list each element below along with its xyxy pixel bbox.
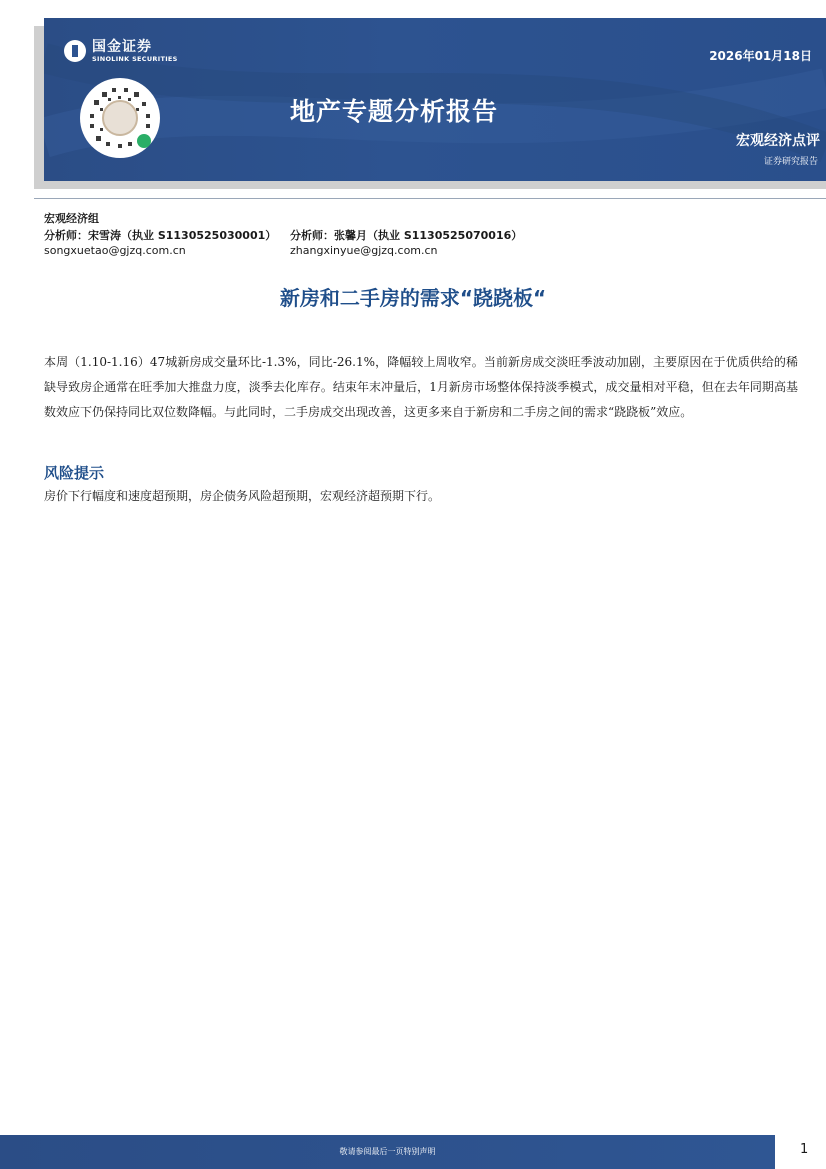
risk-heading: 风险提示 xyxy=(44,464,105,482)
qr-center-logo xyxy=(102,100,138,136)
analyst-1-email[interactable]: songxuetao@gjzq.com.cn xyxy=(44,244,186,257)
analyst-2: 分析师：张馨月（执业 S1130525070016） xyxy=(290,229,523,242)
research-group: 宏观经济组 xyxy=(44,212,99,225)
report-title: 地产专题分析报告 xyxy=(290,97,499,126)
article-headline: 新房和二手房的需求“跷跷板“ xyxy=(279,286,547,310)
mini-program-icon xyxy=(137,134,151,148)
report-date: 2026年01月18日 xyxy=(709,49,812,63)
logo-name-cn: 国金证券 xyxy=(92,39,152,55)
report-category: 宏观经济点评 xyxy=(736,133,820,149)
qr-code-icon xyxy=(80,78,160,158)
footer-disclaimer: 敬请参阅最后一页特别声明 xyxy=(339,1147,436,1156)
header-banner xyxy=(44,18,826,181)
company-logo xyxy=(64,39,178,63)
logo-name-en: SINOLINK SECURITIES xyxy=(92,55,178,63)
risk-text: 房价下行幅度和速度超预期，房企债务风险超预期，宏观经济超预期下行。 xyxy=(44,489,441,503)
logo-icon xyxy=(64,40,86,62)
analyst-1: 分析师：宋雪涛（执业 S1130525030001） xyxy=(44,229,277,242)
report-type: 证券研究报告 xyxy=(763,157,818,167)
page-number: 1 xyxy=(800,1142,809,1157)
header-divider xyxy=(34,198,826,199)
analyst-2-email[interactable]: zhangxinyue@gjzq.com.cn xyxy=(290,244,438,257)
summary-paragraph: 本周（1.10-1.16）47城新房成交量环比-1.3%，同比-26.1%，降幅较上周收窄。当前新房成交淡旺季波动加剧，主要原因在于优质供给的稀缺导致房企通常在旺季加大推盘力度，淡季去化库存。结束年末冲量后，1月新房市场整体保持淡季模式，成交量相对平稳，但在去年同期高基数效应下仍保持同比双位数降幅。与此同时，二手房成交出现改善，这更多来自于新房和二手房之间的需求“跷跷板”效应。 xyxy=(44,355,798,419)
